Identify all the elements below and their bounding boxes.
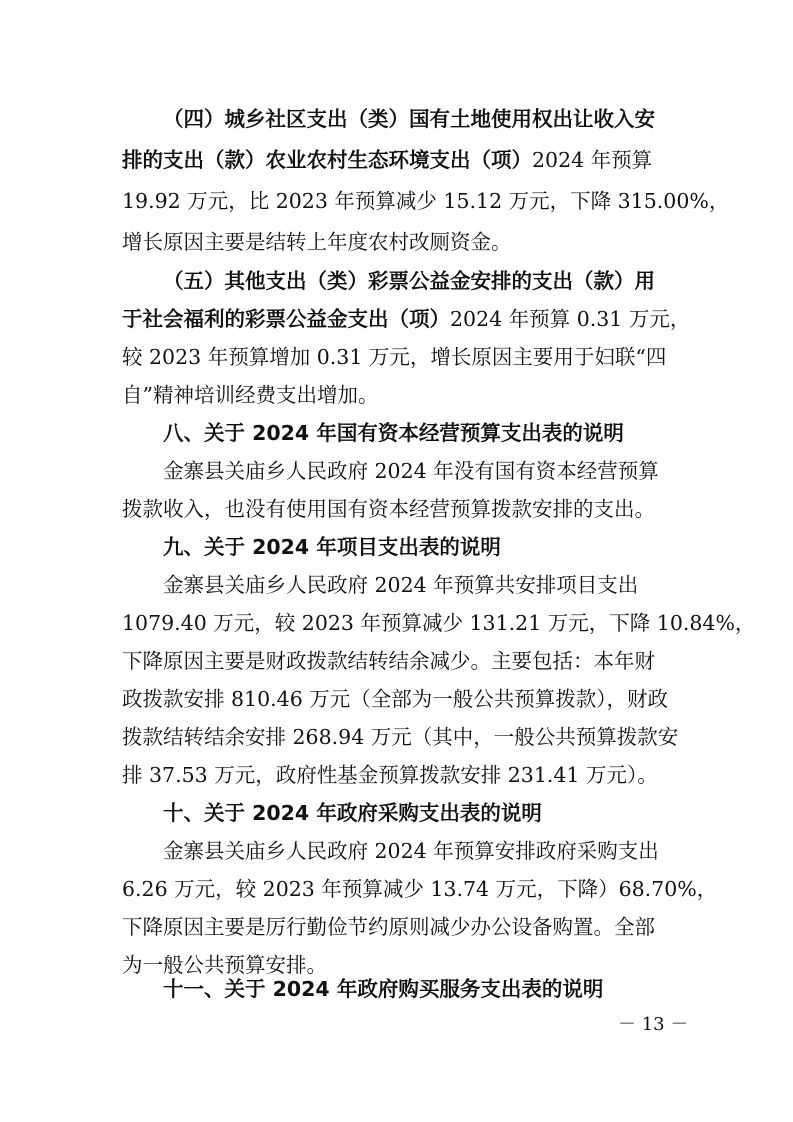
section-9-line-5: 拨款结转结余安排 268.94 万元（其中，一般公共预算拨款安 xyxy=(122,725,679,749)
section-10-line-3: 下降原因主要是厉行勤俭节约原则减少办公设备购置。全部 xyxy=(122,915,655,939)
paragraph-5-line-1: （五）其他支出（类）彩票公益金安排的支出（款）用 xyxy=(163,269,655,293)
paragraph-5-line-2-rest: 2024 年预算 0.31 万元， xyxy=(450,307,691,331)
paragraph-5-line-2-bold: 于社会福利的彩票公益金支出（项） xyxy=(122,307,450,331)
section-8-heading: 八、关于 2024 年国有资本经营预算支出表的说明 xyxy=(163,421,624,445)
page-number: － 13 － xyxy=(618,1014,689,1035)
section-9-line-1: 金寨县关庙乡人民政府 2024 年预算共安排项目支出 xyxy=(163,573,639,597)
section-9-line-3: 下降原因主要是财政拨款结转结余减少。主要包括：本年财 xyxy=(122,649,655,673)
section-10-line-1: 金寨县关庙乡人民政府 2024 年预算安排政府采购支出 xyxy=(163,839,659,863)
section-9-line-6: 排 37.53 万元，政府性基金预算拨款安排 231.41 万元）。 xyxy=(122,763,658,787)
paragraph-5-line-3: 较 2023 年预算增加 0.31 万元，增长原因主要用于妇联“四 xyxy=(122,345,667,369)
section-11-heading: 十一、关于 2024 年政府购买服务支出表的说明 xyxy=(163,977,604,1001)
section-8-line-1: 金寨县关庙乡人民政府 2024 年没有国有资本经营预算 xyxy=(163,459,659,483)
paragraph-4-line-2-bold: 排的支出（款）农业农村生态环境支出（项） xyxy=(122,148,532,172)
section-9-line-4: 政拨款安排 810.46 万元（全部为一般公共预算拨款），财政 xyxy=(122,687,669,711)
paragraph-5-line-4: 自”精神培训经费支出增加。 xyxy=(122,383,379,407)
section-10-line-4: 为一般公共预算安排。 xyxy=(122,953,327,977)
paragraph-4-line-1: （四）城乡社区支出（类）国有土地使用权出让收入安 xyxy=(163,107,655,131)
section-8-line-2: 拨款收入，也没有使用国有资本经营预算拨款安排的支出。 xyxy=(122,497,655,521)
section-9-heading: 九、关于 2024 年项目支出表的说明 xyxy=(163,535,501,559)
paragraph-5-line-2 xyxy=(122,302,691,336)
section-10-heading: 十、关于 2024 年政府采购支出表的说明 xyxy=(163,801,542,825)
paragraph-4-line-2-rest: 2024 年预算 xyxy=(532,148,653,172)
section-9-line-2: 1079.40 万元，较 2023 年预算减少 131.21 万元，下降 10.84%， xyxy=(122,611,756,635)
paragraph-4-line-4: 增长原因主要是结转上年度农村改厕资金。 xyxy=(122,230,512,254)
paragraph-4-line-2 xyxy=(122,143,682,177)
paragraph-4-line-3: 19.92 万元，比 2023 年预算减少 15.12 万元，下降 315.00%， xyxy=(122,189,730,213)
section-10-line-2: 6.26 万元，较 2023 年预算减少 13.74 万元，下降）68.70%， xyxy=(122,877,718,901)
